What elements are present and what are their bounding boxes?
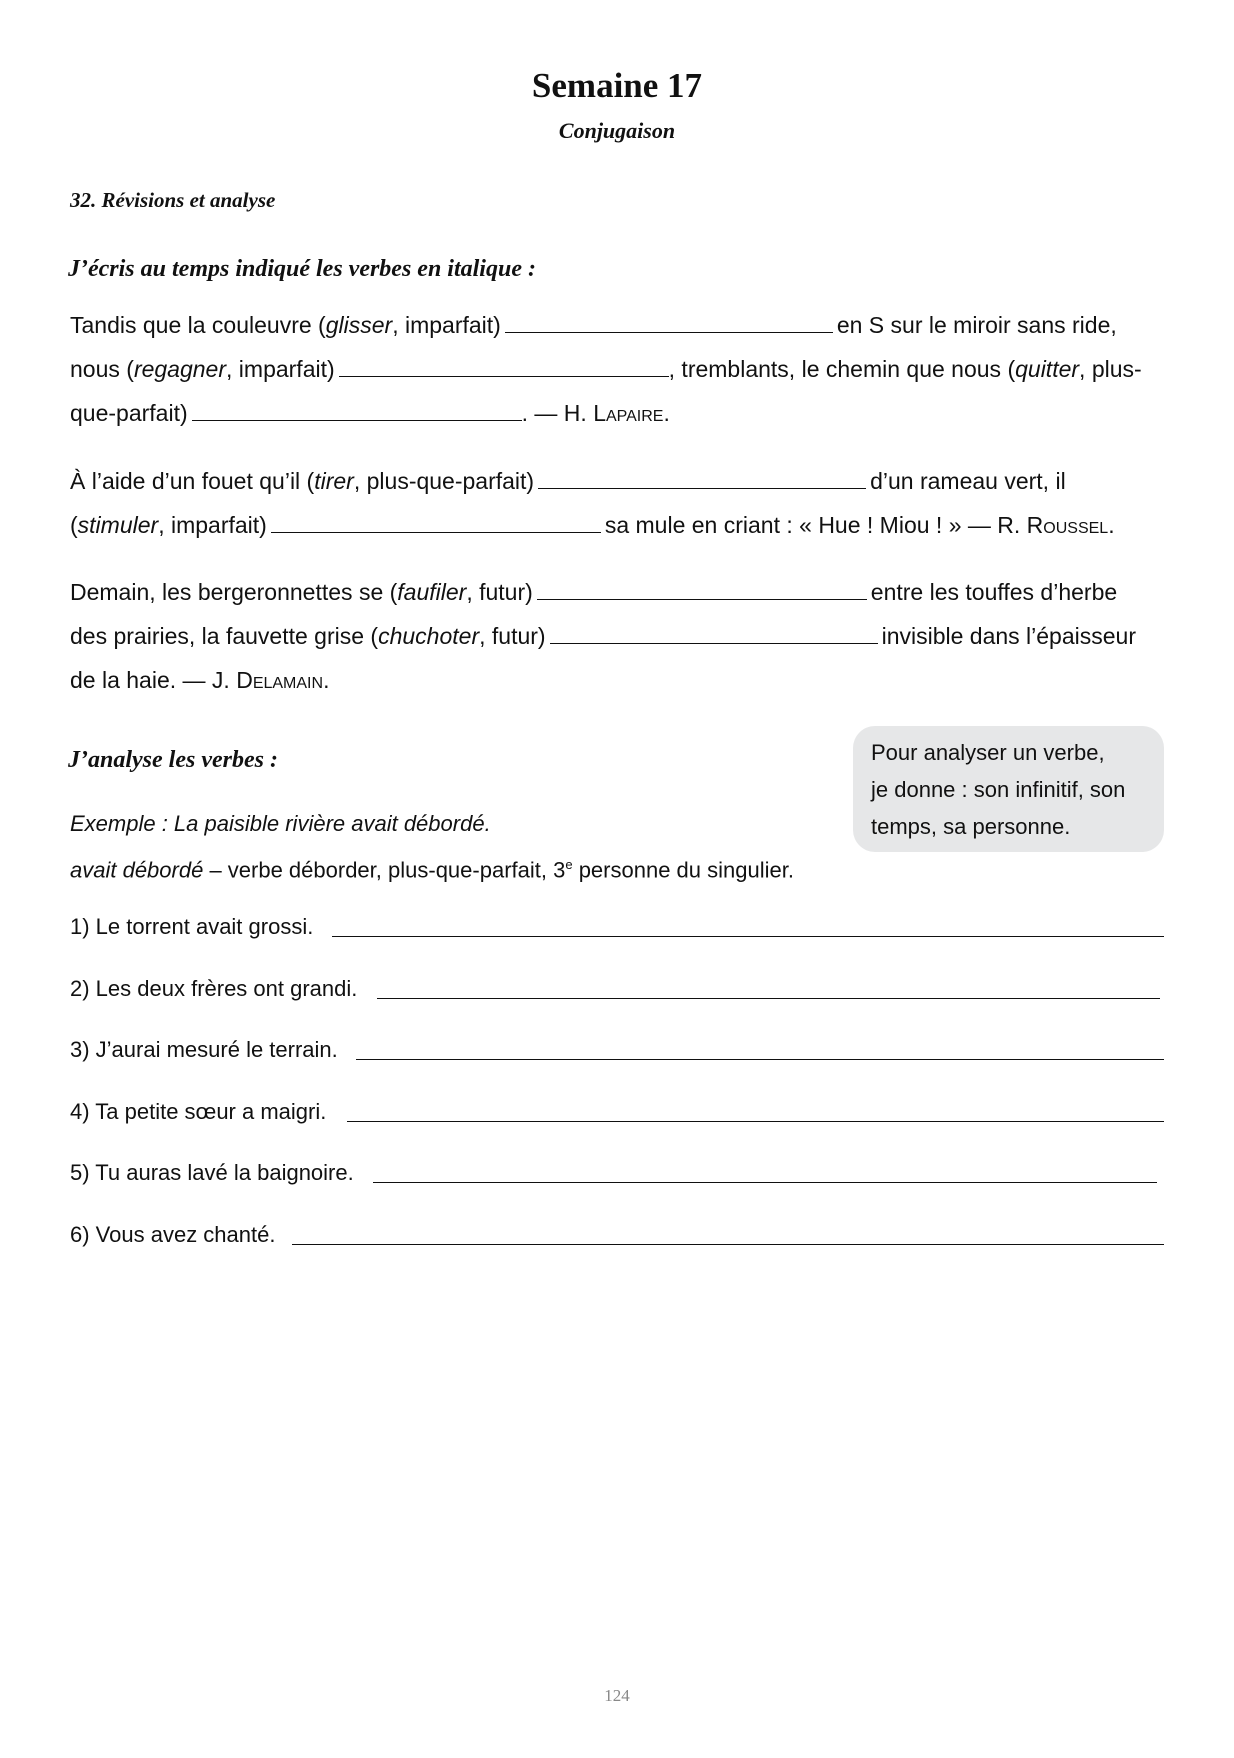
answer-blank[interactable] — [373, 1182, 1157, 1183]
answer-blank[interactable] — [271, 508, 601, 533]
example-sentence: Exemple : La paisible rivière avait débordé. — [70, 811, 491, 836]
text: nous ( — [70, 356, 134, 382]
text: . — [663, 400, 670, 426]
text: , imparfait) — [392, 312, 501, 338]
example-verb: avait débordé — [70, 857, 204, 883]
author-name: Lapaire — [593, 400, 664, 426]
text: Demain, les bergeronnettes se ( — [70, 579, 398, 605]
text-line — [70, 614, 1170, 658]
exercise2-instruction: J’analyse les verbes : — [68, 747, 278, 773]
exercise1-instruction: J’écris au temps indiqué les verbes en italique : — [68, 256, 536, 282]
analysis-item: 2) Les deux frères ont grandi. — [70, 976, 358, 1001]
text: , plus- — [1079, 356, 1142, 382]
verb-italic: faufiler — [397, 579, 467, 605]
text: . — [323, 667, 330, 693]
author-name: Roussel — [1026, 512, 1109, 538]
text: , futur) — [466, 579, 533, 605]
tip-line: Pour analyser un verbe, — [871, 740, 1105, 765]
text: , plus-que-parfait) — [353, 468, 535, 494]
section-title: 32. Révisions et analyse — [70, 188, 276, 212]
answer-blank[interactable] — [347, 1121, 1164, 1122]
answer-blank[interactable] — [192, 396, 522, 421]
text-line — [70, 459, 1170, 503]
verb-italic: tirer — [314, 468, 354, 494]
answer-blank[interactable] — [377, 998, 1160, 999]
verb-italic: glisser — [325, 312, 393, 338]
text: personne du singulier. — [572, 857, 794, 883]
verb-italic: quitter — [1015, 356, 1080, 382]
text-line — [70, 347, 1170, 391]
answer-blank[interactable] — [550, 619, 878, 644]
answer-blank[interactable] — [332, 936, 1164, 937]
text: . — [1108, 512, 1115, 538]
tip-line: temps, sa personne. — [871, 814, 1071, 839]
text-line — [70, 658, 1170, 702]
exercise1-paragraph-3 — [70, 570, 1170, 702]
text: d’un rameau vert, il — [870, 468, 1066, 494]
answer-blank[interactable] — [538, 464, 866, 489]
tip-line: je donne : son infinitif, son — [871, 777, 1126, 802]
answer-blank[interactable] — [356, 1059, 1164, 1060]
text-line — [70, 570, 1170, 614]
verb-italic: chuchoter — [378, 623, 480, 649]
analysis-item: 3) J’aurai mesuré le terrain. — [70, 1037, 338, 1062]
text: , tremblants, le chemin que nous ( — [668, 356, 1016, 382]
page-subtitle: Conjugaison — [558, 118, 676, 143]
text: que-parfait) — [70, 400, 188, 426]
text: en S sur le miroir sans ride, — [836, 312, 1117, 338]
verb-italic: regagner — [133, 356, 227, 382]
text: , imparfait) — [158, 512, 267, 538]
text-line — [70, 303, 1170, 347]
answer-blank[interactable] — [505, 308, 833, 333]
analysis-item: 1) Le torrent avait grossi. — [70, 914, 314, 939]
example-block — [70, 803, 794, 890]
text: entre les touffes d’herbe — [870, 579, 1118, 605]
page-number: 124 — [604, 1686, 630, 1705]
tip-box — [853, 726, 1164, 852]
text: À l’aide d’un fouet qu’il ( — [70, 468, 315, 494]
analysis-item: 5) Tu auras lavé la baignoire. — [70, 1160, 354, 1185]
text: , imparfait) — [226, 356, 335, 382]
answer-blank[interactable] — [292, 1244, 1164, 1245]
text: sa mule en criant : « Hue ! Miou ! » — R. — [604, 512, 1027, 538]
text-line — [70, 391, 1170, 435]
answer-blank[interactable] — [339, 352, 669, 377]
page-title: Semaine 17 — [531, 66, 703, 105]
text: invisible dans l’épaisseur — [881, 623, 1136, 649]
text: ( — [70, 512, 78, 538]
verb-italic: stimuler — [77, 512, 159, 538]
author-name: Delamain — [236, 667, 324, 693]
text-line — [70, 503, 1170, 547]
answer-blank[interactable] — [537, 575, 867, 600]
analysis-item: 6) Vous avez chanté. — [70, 1222, 276, 1247]
text: de la haie. — J. — [70, 667, 237, 693]
example-answer — [70, 844, 794, 890]
exercise1-paragraph-2 — [70, 459, 1170, 547]
analysis-item: 4) Ta petite sœur a maigri. — [70, 1099, 327, 1124]
superscript: e — [565, 857, 573, 872]
text: , futur) — [479, 623, 546, 649]
text: – verbe déborder, plus-que-parfait, 3 — [203, 857, 566, 883]
text: des prairies, la fauvette grise ( — [70, 623, 379, 649]
text: Tandis que la couleuvre ( — [70, 312, 326, 338]
text: . — H. — [521, 400, 594, 426]
exercise1-paragraph-1 — [70, 303, 1170, 435]
